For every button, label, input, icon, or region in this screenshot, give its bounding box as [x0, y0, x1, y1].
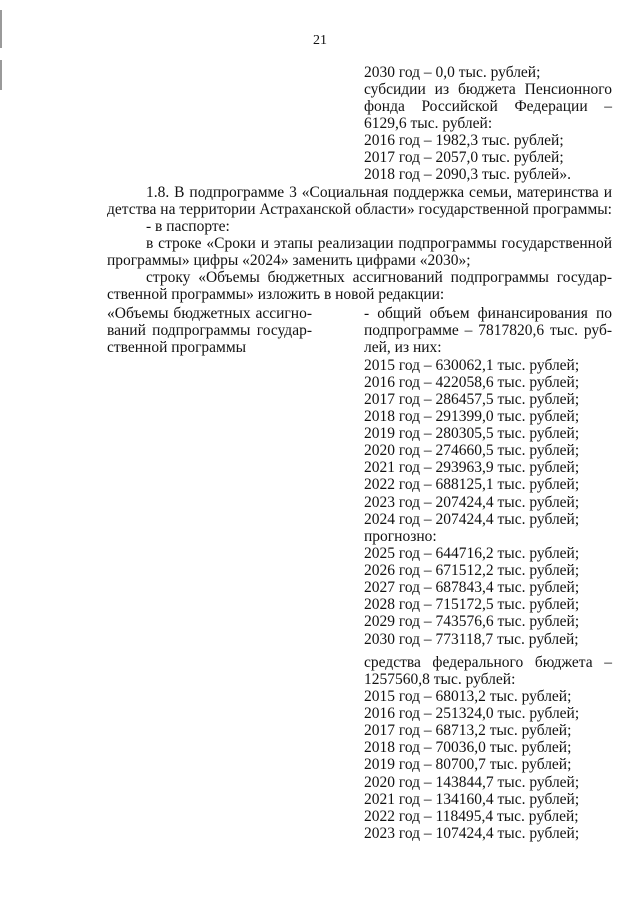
right-column-line: 2018 год – 70036,0 тыс. рублей; — [364, 739, 572, 756]
right-column-line: 2027 год – 687843,4 тыс. рублей; — [364, 579, 580, 596]
right-column-line: лей, из них: — [364, 339, 442, 356]
paragraph-line: детства на территории Астраханской области» государственной программы: — [107, 201, 612, 218]
right-column-line: 2017 год – 286457,5 тыс. рублей; — [364, 391, 580, 408]
paragraph-line: 1.8. В подпрограмме 3 «Социальная поддержка семьи, материнства и — [146, 184, 612, 201]
left-column-line: «Объемы бюджетных ассигно- — [107, 305, 312, 322]
right-column-line: 2021 год – 134160,4 тыс. рублей; — [364, 791, 580, 808]
right-column-line: средства федерального бюджета – — [364, 654, 612, 671]
right-column-line: 2025 год – 644716,2 тыс. рублей; — [364, 545, 580, 562]
right-column-line: 2020 год – 143844,7 тыс. рублей; — [364, 774, 580, 791]
right-column-line: 2029 год – 743576,6 тыс. рублей; — [364, 613, 580, 630]
top-block-line: 2018 год – 2090,3 тыс. рублей». — [364, 166, 571, 183]
right-column-line: 2016 год – 422058,6 тыс. рублей; — [364, 374, 580, 391]
right-column-line: 2024 год – 207424,4 тыс. рублей; — [364, 511, 580, 528]
paragraph-line: - в паспорте: — [146, 218, 230, 235]
right-column-line: 2028 год – 715172,5 тыс. рублей; — [364, 596, 580, 613]
right-column-line: 2019 год – 80700,7 тыс. рублей; — [364, 756, 572, 773]
page-number: 21 — [313, 33, 327, 48]
right-column-line: 2023 год – 207424,4 тыс. рублей; — [364, 494, 580, 511]
top-block-line: субсидии из бюджета Пенсионного — [364, 81, 612, 98]
paragraph-line: ственной программы» изложить в новой редакции: — [107, 286, 445, 303]
right-column-line: 2017 год – 68713,2 тыс. рублей; — [364, 722, 572, 739]
top-block-line: фонда Российской Федерации – — [364, 98, 612, 115]
left-column-line: ственной программы — [107, 339, 247, 356]
paragraph-line: в строке «Сроки и этапы реализации подпрограммы государственной — [146, 235, 612, 252]
right-column-line: 1257560,8 тыс. рублей: — [364, 671, 516, 688]
right-column-line: 2026 год – 671512,2 тыс. рублей; — [364, 562, 580, 579]
right-column-line: подпрограмме – 7817820,6 тыс. руб- — [364, 322, 612, 339]
right-column-line: 2023 год – 107424,4 тыс. рублей; — [364, 825, 580, 842]
paragraph-line: программы» цифры «2024» заменить цифрами «2030»; — [107, 252, 471, 269]
right-column-line: 2015 год – 630062,1 тыс. рублей; — [364, 357, 580, 374]
top-block-line: 2030 год – 0,0 тыс. рублей; — [364, 64, 541, 81]
right-column-line: прогнозно: — [364, 528, 437, 545]
right-column-line: 2021 год – 293963,9 тыс. рублей; — [364, 459, 580, 476]
top-block-line: 2017 год – 2057,0 тыс. рублей; — [364, 149, 564, 166]
top-block-line: 2016 год – 1982,3 тыс. рублей; — [364, 132, 564, 149]
right-column-line: - общий объем финансирования по — [364, 305, 612, 322]
right-column-line: 2019 год – 280305,5 тыс. рублей; — [364, 425, 580, 442]
top-block-line: 6129,6 тыс. рублей: — [364, 115, 493, 132]
left-column-line: ваний подпрограммы государ- — [107, 322, 312, 339]
right-column-line: 2015 год – 68013,2 тыс. рублей; — [364, 688, 572, 705]
right-column-line: 2030 год – 773118,7 тыс. рублей; — [364, 631, 579, 648]
right-column-line: 2022 год – 688125,1 тыс. рублей; — [364, 476, 580, 493]
right-column-line: 2020 год – 274660,5 тыс. рублей; — [364, 442, 580, 459]
right-column-line: 2018 год – 291399,0 тыс. рублей; — [364, 408, 580, 425]
scan-edge-mark — [0, 60, 2, 90]
paragraph-line: строку «Объемы бюджетных ассигнований подпрограммы государ- — [146, 269, 612, 286]
right-column-line: 2016 год – 251324,0 тыс. рублей; — [364, 705, 580, 722]
right-column-line: 2022 год – 118495,4 тыс. рублей; — [364, 808, 579, 825]
